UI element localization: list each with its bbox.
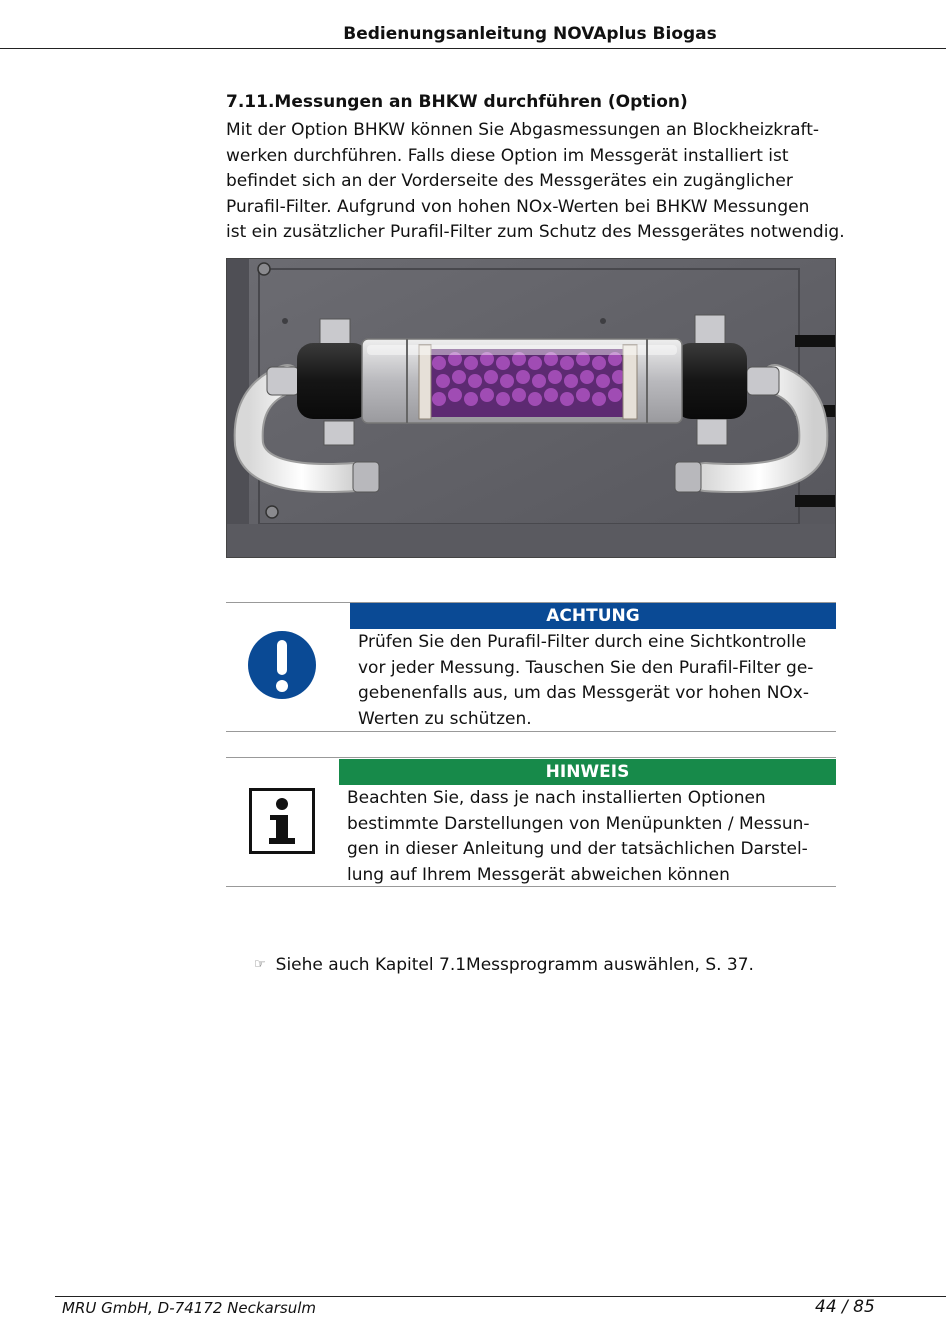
cross-reference-text[interactable]: Siehe auch Kapitel 7.1Messprogramm auswählen, S. 37. [275,955,754,975]
footer-divider [55,1296,946,1297]
exclamation-icon [247,630,317,700]
hinweis-top-rule [226,757,836,758]
achtung-line: gebenenfalls aus, um das Messgerät vor hohen NOx- [358,683,809,703]
section-paragraph [226,118,846,246]
page-number: 44 / 85 [815,1297,875,1317]
achtung-line: Prüfen Sie den Purafil-Filter durch eine Sichtkontrolle [358,632,807,652]
achtung-text [358,630,813,732]
paragraph-line: werken durchführen. Falls diese Option im Messgerät installiert ist [226,145,789,166]
purafil-filter-illustration [227,259,836,558]
info-icon [249,788,315,854]
hinweis-line: lung auf Ihrem Messgerät abweichen können [347,864,730,885]
header-divider [0,48,946,49]
paragraph-line: ist ein zusätzlicher Purafil-Filter zum Schutz des Messgerätes notwendig. [226,222,845,242]
header-title: Bedienungsanleitung NOVAplus Biogas [343,24,717,44]
section-heading: 7.11.Messungen an BHKW durchführen (Option) [226,92,688,112]
hinweis-line: Beachten Sie, dass je nach installierten Optionen [347,788,766,808]
achtung-line: vor jeder Messung. Tauschen Sie den Purafil-Filter ge- [358,657,814,678]
hinweis-bottom-rule [226,886,836,887]
hinweis-label: HINWEIS [339,759,836,785]
paragraph-line: Purafil-Filter. Aufgrund von hohen NOx-Werten bei BHKW Messungen [226,196,810,217]
achtung-line: Werten zu schützen. [358,708,532,729]
paragraph-line: befindet sich an der Vorderseite des Messgerätes ein zugänglicher [226,171,793,191]
cross-reference[interactable] [254,955,754,975]
achtung-bottom-rule [226,731,836,732]
paragraph-line: Mit der Option BHKW können Sie Abgasmessungen an Blockheizkraft- [226,120,820,140]
footer-company: MRU GmbH, D-74172 Neckarsulm [62,1299,316,1317]
hinweis-text [347,786,810,888]
pointing-hand-icon: ☞ [254,957,266,972]
hinweis-line: bestimmte Darstellungen von Menüpunkten / Messun- [347,813,810,834]
hinweis-line: gen in dieser Anleitung und der tatsächlichen Darstel- [347,839,808,859]
achtung-label: ACHTUNG [350,603,836,629]
purafil-filter-photo [226,258,836,558]
